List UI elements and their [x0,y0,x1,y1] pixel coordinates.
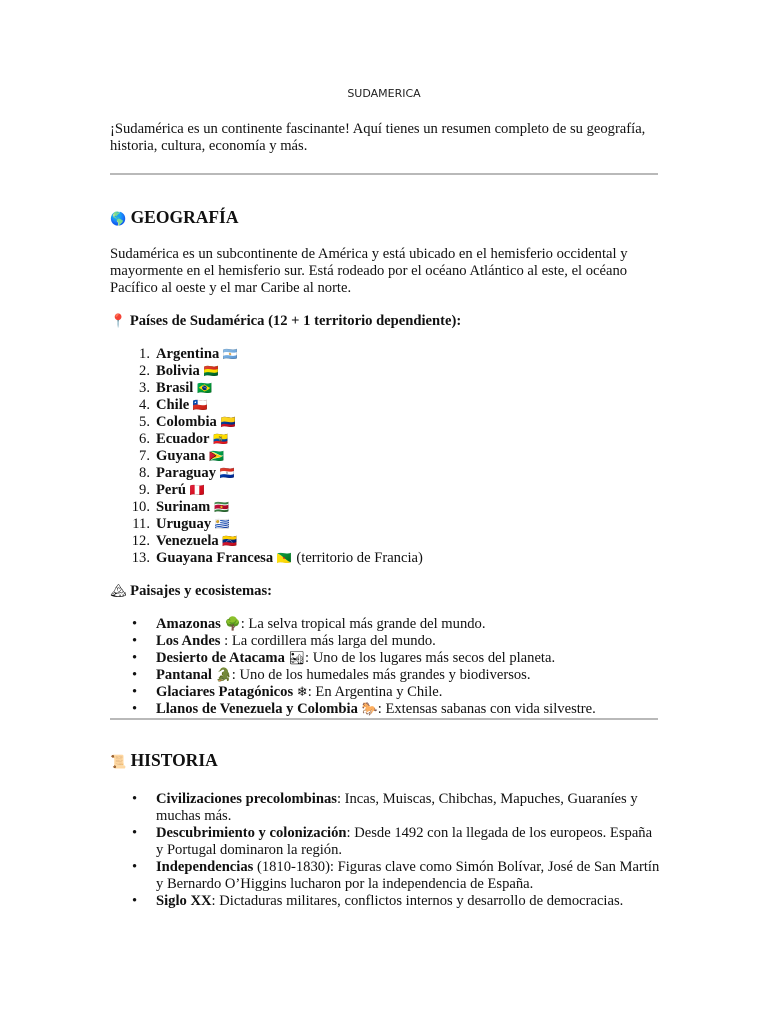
history-item [110,893,662,910]
country-number: 5. [139,414,150,430]
country-name: Guyana [156,448,206,464]
country-number: 6. [139,431,150,447]
country-flag-icon: 🇨🇴 [220,415,237,429]
country-flag-icon: 🇬🇫 [276,551,293,565]
history-item-text: : Dictaduras militares, conflictos internos y desarrollo de democracias. [211,893,624,909]
country-item [110,380,662,397]
landscapes-heading [110,583,662,600]
country-number: 1. [139,346,150,362]
map-pin-icon: 📍 [110,314,127,329]
country-name: Colombia [156,414,217,430]
country-flag-icon: 🇨🇱 [192,398,209,412]
country-number: 12. [131,533,150,549]
country-flag-icon: 🇧🇴 [203,364,220,378]
history-item [110,825,662,859]
country-number: 4. [139,397,150,413]
country-name: Surinam [156,499,211,515]
country-name: Uruguay [156,516,212,532]
landscape-text: : En Argentina y Chile. [307,684,443,700]
country-item [110,431,662,448]
globe-icon: 🌎 [110,212,127,227]
history-item-text: (1810-1830): Figuras clave como Simón Bolívar, José de San Martín y Bernardo O’Higgins lucharon por la independencia de España. [156,859,660,892]
country-number: 2. [139,363,150,379]
country-note: (territorio de Francia) [292,550,423,566]
landscape-item [110,616,662,633]
country-flag-icon: 🇬🇾 [209,449,226,463]
scroll-icon: 📜 [110,755,127,770]
landscape-name: Pantanal [156,667,212,683]
country-flag-icon: 🇧🇷 [196,381,213,395]
country-item [110,550,662,567]
intro-paragraph: ¡Sudamérica es un continente fascinante! Aquí tienes un resumen completo de su geografía, historia, cultura, economía y más. [110,121,646,154]
landscape-text: : Uno de los lugares más secos del planeta. [305,650,556,666]
country-number: 13. [131,550,150,566]
landscape-text: : Uno de los humedales más grandes y biodiversos. [231,667,531,683]
country-item [110,448,662,465]
country-name: Argentina [156,346,220,362]
history-item-name: Civilizaciones precolombinas [156,791,337,807]
landscapes-list [110,616,662,718]
geography-heading-text: GEOGRAFÍA [130,207,239,227]
landscape-name: Amazonas [156,616,221,632]
country-name: Ecuador [156,431,210,447]
country-item [110,363,662,380]
country-number: 10. [131,499,150,515]
country-number: 3. [139,380,150,396]
landscape-emoji-icon: 🐊 [215,668,232,683]
country-flag-icon: 🇦🇷 [222,347,239,361]
country-item [110,516,662,533]
countries-list [110,346,662,567]
country-flag-icon: 🇵🇾 [219,466,236,480]
landscape-name: Desierto de Atacama [156,650,285,666]
landscape-item [110,667,662,684]
country-item [110,346,662,363]
geography-paragraph: Sudamérica es un subcontinente de América y está ubicado en el hemisferio occidental y mayormente en el hemisferio sur. Está rodeado por el océano Atlántico al este, el océano Pacífico al oeste y el mar Caribe al norte. [110,246,628,296]
landscape-item [110,701,662,718]
country-item [110,499,662,516]
landscape-text: : La selva tropical más grande del mundo. [240,616,486,632]
country-name: Perú [156,482,186,498]
landscape-emoji-icon: 🐎 [361,702,378,717]
country-item [110,465,662,482]
country-flag-icon: 🇸🇷 [214,500,230,514]
history-item [110,791,662,825]
country-flag-icon: 🇵🇪 [189,483,206,497]
landscape-name: Glaciares Patagónicos [156,684,294,700]
country-flag-icon: 🇺🇾 [214,517,231,531]
document-body [110,121,662,910]
history-heading-text: HISTORIA [130,750,218,770]
landscape-name: Llanos de Venezuela y Colombia [156,701,358,717]
section-divider [110,173,658,175]
landscapes-heading-text: Paisajes y ecosistemas: [130,583,273,599]
history-item-name: Independencias [156,859,254,875]
country-number: 8. [139,465,150,481]
country-item [110,482,662,499]
history-item-name: Siglo XX [156,893,212,909]
section-divider [110,718,658,720]
country-name: Brasil [156,380,194,396]
landscape-text: : La cordillera más larga del mundo. [220,633,436,649]
country-flag-icon: 🇻🇪 [222,534,239,548]
landscape-text: : Extensas sabanas con vida silvestre. [377,701,596,717]
landscape-item [110,650,662,667]
country-name: Paraguay [156,465,216,481]
country-name: Guayana Francesa [156,550,274,566]
page-header-title: SUDAMERICA [347,87,421,100]
country-flag-icon: 🇪🇨 [213,432,230,446]
country-name: Bolivia [156,363,200,379]
history-list [110,791,662,910]
country-name: Venezuela [156,533,219,549]
history-item-name: Descubrimiento y colonización [156,825,347,841]
geography-heading [110,207,662,230]
history-item [110,859,662,893]
country-item [110,397,662,414]
country-item [110,414,662,431]
landscape-item [110,684,662,701]
country-number: 7. [139,448,150,464]
landscape-emoji-icon: 🏜 [288,651,306,666]
country-number: 11. [132,516,150,532]
history-item-text: : Incas, Muiscas, Chibchas, Mapuches, Guaraníes y muchas más. [156,791,638,824]
landscape-emoji-icon: ❄ [296,685,308,700]
countries-heading [110,313,662,330]
landscape-emoji-icon: 🌳 [224,617,241,632]
mountain-icon: 🏔 [110,584,127,599]
history-heading [110,750,662,773]
landscape-item [110,633,662,650]
country-number: 9. [139,482,150,498]
country-item [110,533,662,550]
country-name: Chile [156,397,190,413]
landscape-name: Los Andes [156,633,221,649]
countries-heading-text: Países de Sudamérica (12 + 1 territorio dependiente): [129,313,462,329]
history-item-text: : Desde 1492 con la llegada de los europeos. España y Portugal dominaron la región. [156,825,653,858]
